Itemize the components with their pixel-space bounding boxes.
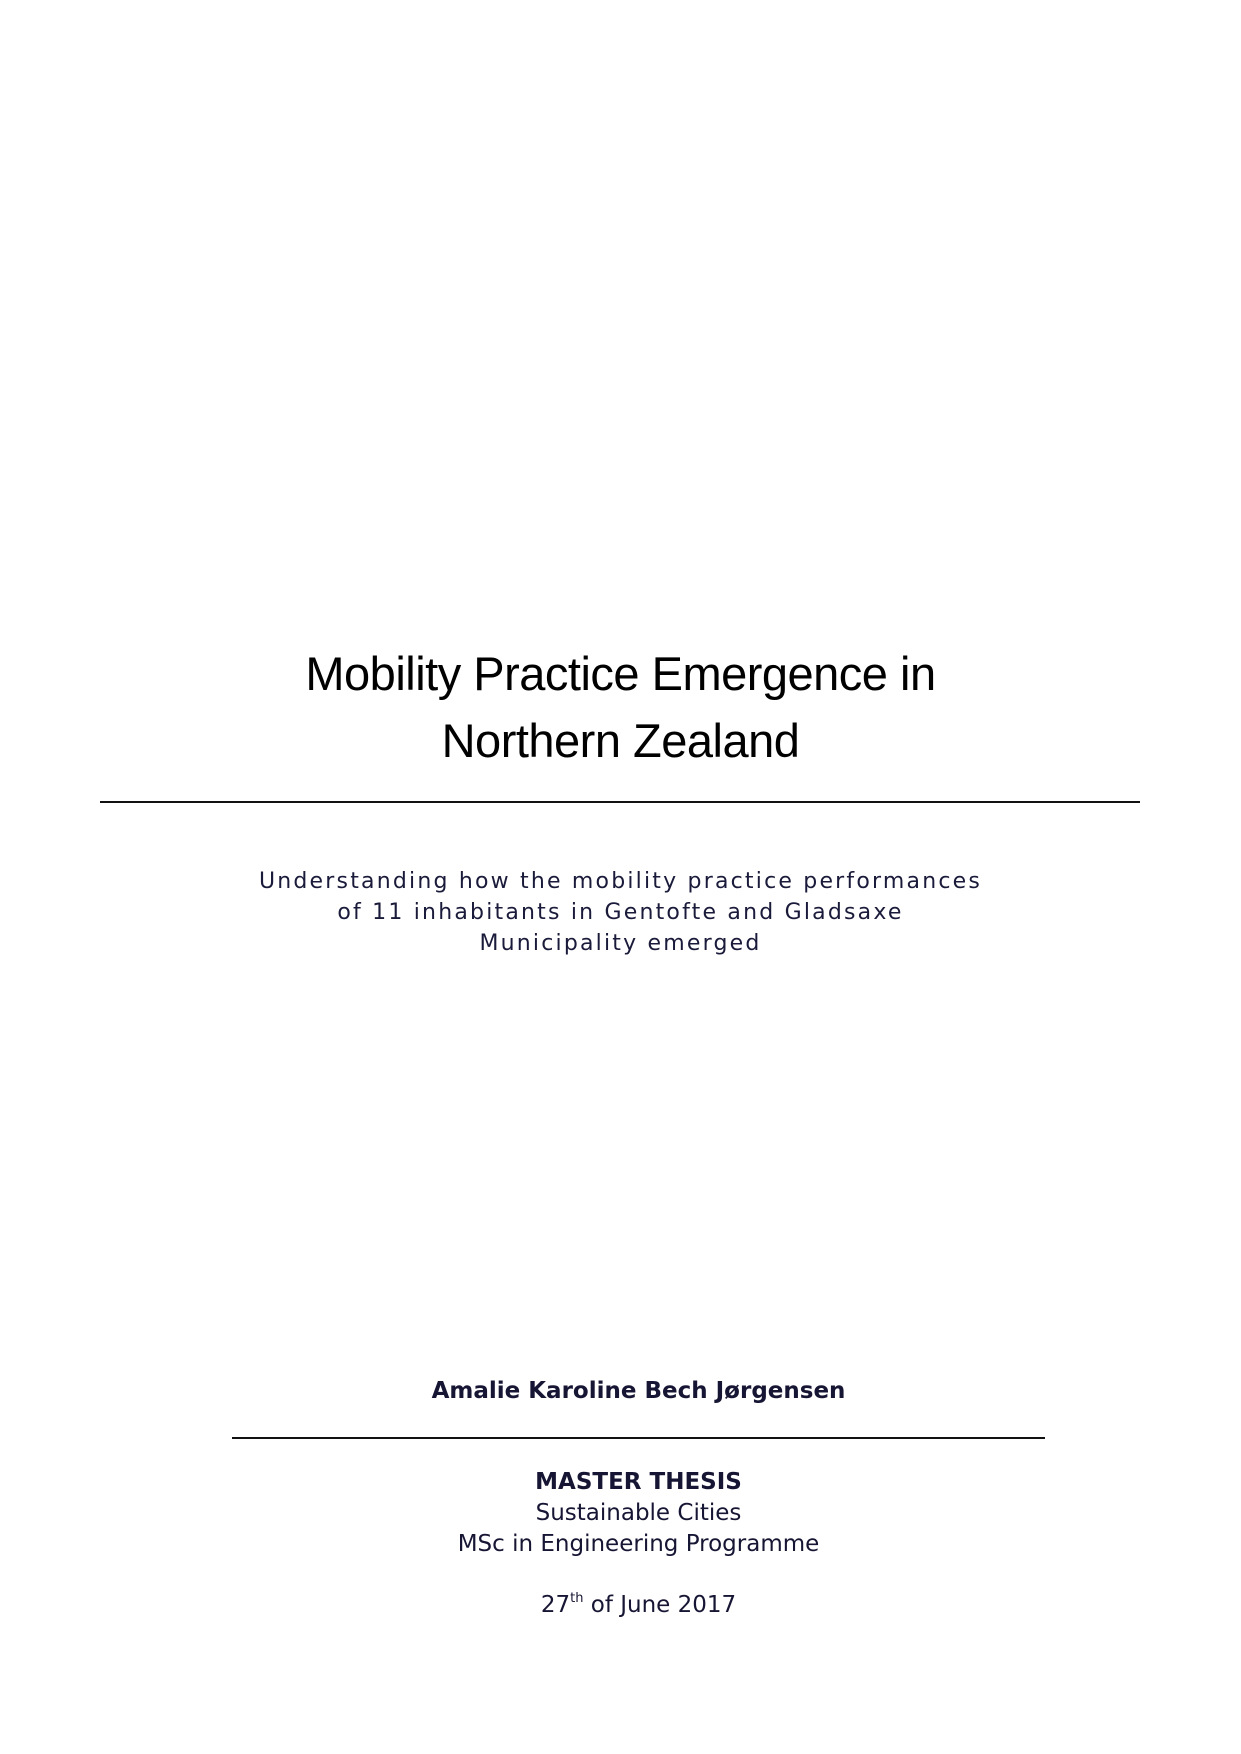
title-divider: [100, 801, 1140, 803]
subtitle-line-3: Municipality emerged: [479, 931, 762, 956]
subtitle: [0, 866, 1241, 959]
author-name: Amalie Karoline Bech Jørgensen: [431, 1378, 846, 1404]
submission-date: [18, 1592, 1241, 1618]
document-title: [0, 640, 1241, 774]
date-rest: of June 2017: [583, 1592, 737, 1618]
subtitle-line-1: Understanding how the mobility practice performances: [258, 869, 983, 894]
thesis-info: [18, 1467, 1241, 1560]
thesis-programme: Sustainable Cities: [535, 1500, 742, 1526]
title-line-1: Mobility Practice Emergence in: [305, 647, 936, 700]
author-divider: [232, 1437, 1045, 1439]
thesis-degree: MSc in Engineering Programme: [457, 1531, 820, 1557]
subtitle-line-2: of 11 inhabitants in Gentofte and Gladsaxe: [337, 900, 904, 925]
thesis-type: MASTER THESIS: [535, 1469, 742, 1495]
date-day: 27: [540, 1592, 571, 1618]
title-line-2: Northern Zealand: [441, 714, 800, 767]
date-suffix: th: [570, 1591, 584, 1606]
